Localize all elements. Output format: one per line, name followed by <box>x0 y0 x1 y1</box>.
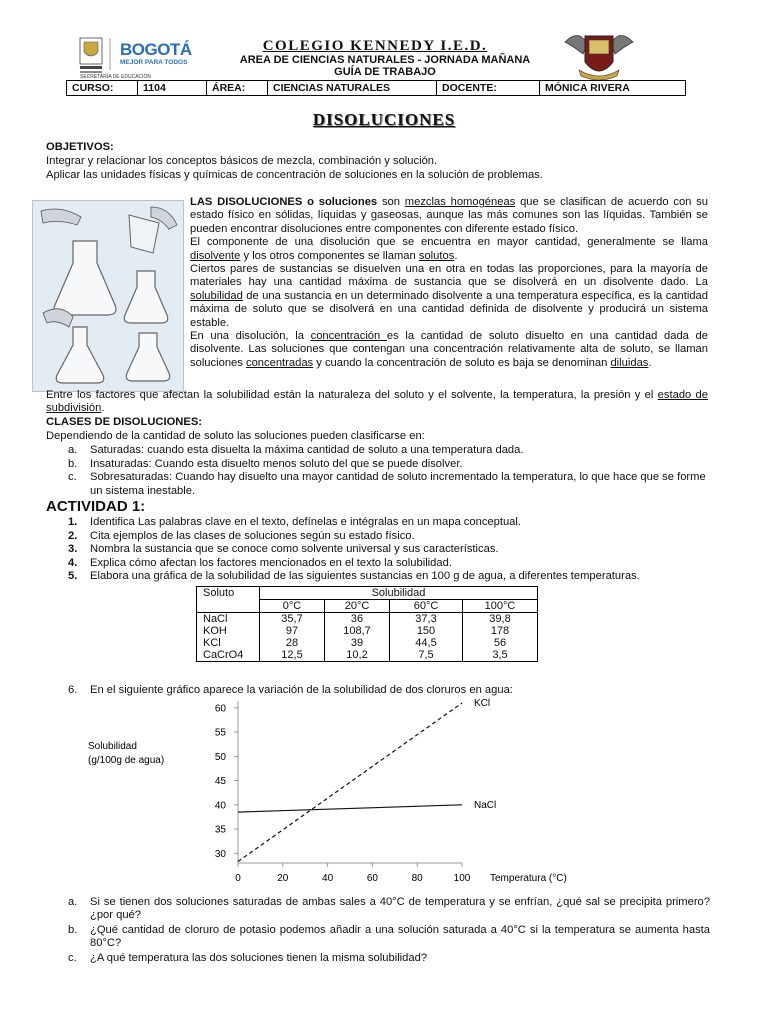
activity-text-4: Explica cómo afectan los factores mencionados en el texto la solubilidad. <box>90 556 452 569</box>
intro-p4-a: En una disolución, la <box>190 330 311 343</box>
intro-p4-d: . <box>648 356 652 369</box>
logo-text: BOGOTÁ <box>120 40 192 59</box>
chart-x-tick-label: 0 <box>235 873 241 884</box>
row-name: KOH <box>197 625 260 637</box>
chart-ylabel-line1: Solubilidad <box>88 741 137 752</box>
row-value: 7,5 <box>390 649 463 662</box>
classes-heading: CLASES DE DISOLUCIONES: <box>46 416 203 428</box>
row-value: 3,5 <box>463 649 538 662</box>
intro-p1-bold: LAS DISOLUCIONES o soluciones <box>190 196 378 208</box>
logo-sub: SECRETARÍA DE EDUCACIÓN <box>80 74 152 80</box>
intro-p1-underline: mezclas homogéneas <box>404 196 516 208</box>
row-value: 56 <box>463 637 538 649</box>
table-header-soluto: Soluto <box>197 587 260 613</box>
row-name: NaCl <box>197 613 260 626</box>
list-item <box>46 471 710 498</box>
row-name: CaCrO4 <box>197 649 260 662</box>
docente-value: MÓNICA RIVERA <box>540 81 686 96</box>
school-crest <box>563 28 635 84</box>
chart-x-tick-label: 60 <box>366 873 378 884</box>
chart-xlabel: Temperatura (°C) <box>490 873 567 884</box>
list-item <box>46 924 710 951</box>
activity-text-2: Cita ejemplos de las clases de soluciones según su estado físico. <box>90 529 415 542</box>
chart-x-tick-label: 40 <box>322 873 334 884</box>
intro-p3-b: de una sustancia en un determinado disolvente a una temperatura específica, es la cantidad máxima de soluto que se disolverá en una cantidad definida de disolvente y producirá un sistema estable. <box>190 289 708 329</box>
list-item <box>46 570 716 584</box>
area-line: AREA DE CIENCIAS NATURALES - JORNADA MAÑANA <box>239 54 531 66</box>
intro-p4-u2: concentradas <box>245 356 314 369</box>
row-value: 28 <box>260 637 325 649</box>
row-value: 12,5 <box>260 649 325 662</box>
chart-y-tick-label: 55 <box>214 727 226 739</box>
activity-heading: ACTIVIDAD 1: <box>46 498 146 515</box>
intro-p1-a: son <box>377 196 405 208</box>
intro-p4-c: y cuando la concentración de soluto es baja se denominan <box>313 356 611 369</box>
row-value: 35,7 <box>260 613 325 626</box>
question-letter-b: b. <box>68 923 78 936</box>
activity-text-5: Elabora una gráfica de la solubilidad de las siguientes sustancias en 100 g de agua, a diferentes temperaturas. <box>90 570 640 583</box>
table-temp-1: 20°C <box>325 600 390 613</box>
activity-num-2: 2. <box>68 529 78 542</box>
info-table <box>66 80 686 96</box>
intro-text <box>190 196 708 370</box>
intro-p2-b: y los otros componentes se llaman <box>240 249 419 262</box>
intro-p2-c: . <box>454 249 458 262</box>
chart-y-tick-label: 35 <box>214 824 226 836</box>
class-letter-a: a. <box>68 444 78 456</box>
row-value: 39 <box>325 637 390 649</box>
intro-p4-u1: concentración <box>310 330 387 343</box>
list-item <box>46 557 716 571</box>
list-item <box>46 444 710 458</box>
row-value: 39,8 <box>463 613 538 626</box>
question-text-b: ¿Qué cantidad de cloruro de potasio podemos añadir a una solución saturada a 40°C si la temperatura se aumenta hasta 80°C? <box>90 923 710 950</box>
solubility-chart <box>0 696 768 892</box>
row-value: 10,2 <box>325 649 390 662</box>
factors-paragraph <box>46 389 708 416</box>
table-header-solubilidad: Solubilidad <box>260 587 538 600</box>
row-value: 108,7 <box>325 625 390 637</box>
intro-p2-u1: disolvente <box>190 249 241 262</box>
factors-a: Entre los factores que afectan la solubilidad están la naturaleza del soluto y el solvente, la temperatura, la presión y el <box>46 389 658 401</box>
bogota-logo <box>78 36 208 82</box>
chart-x-tick-label: 100 <box>453 873 471 884</box>
solubility-table <box>196 586 538 662</box>
item6-text: En el siguiente gráfico aparece la variación de la solubilidad de dos cloruros en agua: <box>90 684 513 696</box>
intro-p2-a: El componente de una disolución que se encuentra en mayor cantidad, generalmente se llama <box>190 236 708 249</box>
chart-series-label: KCl <box>474 698 491 709</box>
classes-list <box>46 444 710 498</box>
objectives-heading: OBJETIVOS: <box>46 141 114 153</box>
curso-label: CURSO: <box>67 81 138 96</box>
intro-p1-b: que se clasifican de acuerdo con su estado físico en sólidas, líquidas y gaseosas, aunque las más comunes son las líquidas. También se pueden encontrar disoluciones entre componentes con diferente estado físico. <box>190 196 709 235</box>
row-value: 36 <box>325 613 390 626</box>
guide-label: GUÍA DE TRABAJO <box>334 66 436 78</box>
intro-p3-a: Ciertos pares de sustancias se disuelven una en otra en todas las proporciones, para la mayoría de materiales hay una cantidad máxima de sustancia que se disolverá en un disolvente dado. La <box>190 263 708 289</box>
list-item <box>46 952 710 965</box>
class-letter-b: b. <box>68 457 78 470</box>
chart-y-tick-label: 40 <box>214 800 226 812</box>
list-item <box>46 516 716 530</box>
factors-b: . <box>101 402 105 415</box>
chart-y-tick-label: 30 <box>214 848 226 860</box>
page-title: DISOLUCIONES <box>312 110 456 129</box>
chart-y-tick-label: 45 <box>214 776 226 788</box>
table-temp-3: 100°C <box>463 600 538 613</box>
chart-x-tick-label: 20 <box>277 873 289 884</box>
objective-1: Integrar y relacionar los conceptos básicos de mezcla, combinación y solución. <box>46 155 438 167</box>
question-text-a: Si se tienen dos soluciones saturadas de ambas sales a 40°C de temperatura y se enfrían, ¿qué sal se precipita primero? ¿por qué? <box>90 896 710 922</box>
chart-series-nacl <box>238 805 462 812</box>
chart-x-tick-label: 80 <box>411 873 423 884</box>
row-value: 178 <box>463 625 538 637</box>
table-row <box>197 613 538 626</box>
chart-ticks <box>215 703 471 884</box>
class-letter-c: c. <box>68 471 77 483</box>
activity-num-4: 4. <box>68 556 78 569</box>
activity-list <box>46 516 716 584</box>
logo-tagline: MEJOR PARA TODOS <box>120 59 188 66</box>
activity-text-1: Identifica Las palabras clave en el texto, defínelas e intégralas en un mapa conceptual. <box>90 516 521 528</box>
activity-num-3: 3. <box>68 543 78 556</box>
class-text-b: Insaturadas: Cuando esta disuelto menos soluto del que se puede disolver. <box>90 457 463 470</box>
factors-underline: estado de subdivisión <box>46 389 708 415</box>
list-item <box>46 530 716 544</box>
activity-num-1: 1. <box>68 516 78 528</box>
chart-series <box>238 698 496 862</box>
table-row <box>197 649 538 662</box>
question-letter-c: c. <box>68 951 77 964</box>
intro-p4-b: es la cantidad de soluto disuelto en una cantidad dada de disolvente. Las soluciones que contengan una concentración relativamente alta de soluto, se llaman soluciones <box>190 330 709 369</box>
question-letter-a: a. <box>68 896 78 908</box>
item6-number: 6. <box>68 684 78 696</box>
intro-p4-u3: diluidas <box>610 356 649 369</box>
school-name: COLEGIO KENNEDY I.E.D. <box>262 38 488 54</box>
chart-series-label: NaCl <box>474 799 497 811</box>
docente-label: DOCENTE: <box>437 81 540 96</box>
chart-series-kcl <box>238 703 462 862</box>
area-value: CIENCIAS NATURALES <box>268 81 437 96</box>
list-item <box>46 896 710 923</box>
classes-lead: Dependiendo de la cantidad de soluto las soluciones pueden clasificarse en: <box>46 430 425 442</box>
area-label: ÁREA: <box>207 81 268 96</box>
row-value: 97 <box>260 625 325 637</box>
question-text-c: ¿A qué temperatura las dos soluciones tienen la misma solubilidad? <box>90 951 428 964</box>
chart-y-tick-label: 60 <box>214 703 226 715</box>
chart-ylabel-line2: (g/100g de agua) <box>88 755 165 766</box>
class-text-a: Saturadas: cuando esta disuelta la máxima cantidad de soluto a una temperatura dada. <box>90 444 524 456</box>
table-row <box>197 637 538 649</box>
list-item <box>46 543 716 557</box>
flasks-illustration <box>32 200 184 392</box>
chart-y-tick-label: 50 <box>214 751 226 763</box>
activity-text-3: Nombra la sustancia que se conoce como solvente universal y sus características. <box>90 543 499 556</box>
intro-p2-u2: solutos <box>418 249 455 262</box>
row-value: 37,3 <box>390 613 463 626</box>
questions-list <box>46 896 710 966</box>
intro-p3-u: solubilidad <box>190 289 243 302</box>
curso-value: 1104 <box>138 81 207 96</box>
row-name: KCl <box>197 637 260 649</box>
table-row <box>197 625 538 637</box>
chart-axes <box>238 701 462 863</box>
activity-num-5: 5. <box>68 570 78 583</box>
objective-2: Aplicar las unidades físicas y químicas de concentración de soluciones en la solución de problemas. <box>46 169 543 181</box>
table-temp-0: 0°C <box>260 600 325 613</box>
row-value: 150 <box>390 625 463 637</box>
class-text-c: Sobresaturadas: Cuando hay disuelto una mayor cantidad de soluto incrementado la temperatura, lo que hace que se forme un sistema inestable. <box>90 471 706 497</box>
row-value: 44,5 <box>390 637 463 649</box>
list-item <box>46 458 710 472</box>
table-temp-2: 60°C <box>390 600 463 613</box>
